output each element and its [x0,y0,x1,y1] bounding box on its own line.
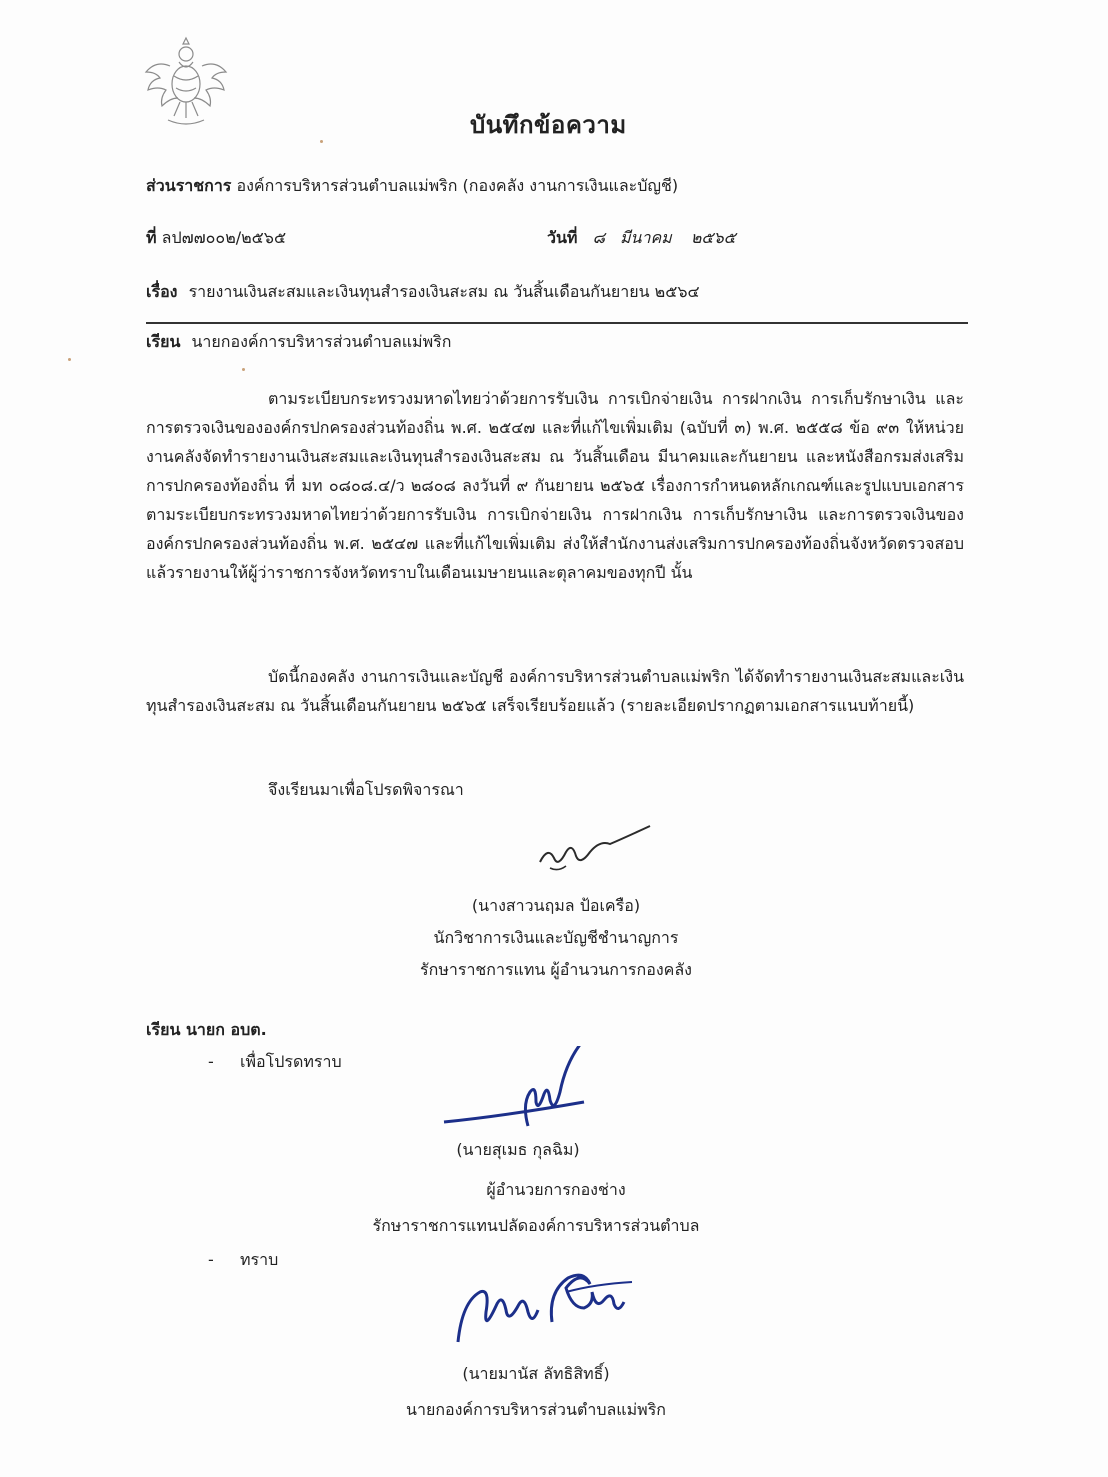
endorse-addressee: เรียน นายก อบต. [146,1020,267,1039]
date-day: ๘ [592,228,605,247]
signer-3-position: นายกองค์การบริหารส่วนตำบลแม่พริก [406,1400,666,1419]
signer-1-name: (นางสาวนฤมล ป้อเครือ) [471,896,641,915]
reference-label: ที่ [146,228,157,247]
reference-line [146,228,286,248]
date-year: ๒๕๖๕ [690,228,736,247]
endorse-bullet-1: - [208,1052,214,1071]
signature-1-icon [530,822,660,882]
agency-label: ส่วนราชการ [146,176,232,195]
garuda-emblem-icon [140,32,232,132]
date-line [547,228,736,248]
addressee-label: เรียน [146,332,181,351]
signer-3-name: (นายมานัส ลัทธิสิทธิ์) [462,1364,610,1383]
paragraph-1-text: ตามระเบียบกระทรวงมหาดไทยว่าด้วยการรับเงิน การเบิกจ่ายเงิน การฝากเงิน การเก็บรักษาเงิน และการตรวจเงินขององค์กรปกครองส่วนท้องถิ่น พ.ศ. ๒๕๔๗ และที่แก้ไขเพิ่มเติม (ฉบับที่ ๓) พ.ศ. ๒๕๕๘ ข้อ ๙๓ ให้หน่วยงานคลังจัดทำรายงานเงินสะสมและเงินทุนสำรองเงินสะสม ณ วันสิ้นเดือน มีนาคมและกันยายน และหนังสือกรมส่งเสริมการปกครองท้องถิ่น ที่ มท ๐๘๐๘.๔/ว ๒๘๐๘ ลงวันที่ ๙ กันยายน ๒๕๖๕ เรื่องการกำหนดหลักเกณฑ์และรูปแบบเอกสารตามระเบียบกระทรวงมหาดไทยว่าด้วยการรับเงิน การเบิกจ่ายเงิน การฝากเงิน การเก็บรักษาเงิน และการตรวจเงินขององค์กรปกครองส่วนท้องถิ่น พ.ศ. ๒๕๔๗ และที่แก้ไขเพิ่มเติม ส่งให้สำนักงานส่งเสริมการปกครองท้องถิ่นจังหวัดตรวจสอบแล้วรายงานให้ผู้ว่าราชการจังหวัดทราบในเดือนเมษายนและตุลาคมของทุกปี นั้น [146,389,965,582]
scan-speck [242,368,245,371]
signer-2-name: (นายสุเมธ กุลฉิม) [456,1140,580,1159]
reference-value: ลป๗๗๐๐๒/๒๕๖๕ [161,228,287,247]
memo-title: บันทึกข้อความ [470,111,627,139]
endorse-note-1: เพื่อโปรดทราบ [240,1052,342,1071]
date-month: มีนาคม [620,228,672,247]
scan-speck [320,140,323,143]
closing-line: จึงเรียนมาเพื่อโปรดพิจารณา [268,780,464,799]
subject-label: เรื่อง [146,282,178,301]
signature-2-icon [440,1046,590,1136]
body-paragraph-2 [146,662,964,720]
header-divider [146,322,968,324]
addressee-value: นายกองค์การบริหารส่วนตำบลแม่พริก [191,332,452,351]
paragraph-2-text: บัดนี้กองคลัง งานการเงินและบัญชี องค์การบริหารส่วนตำบลแม่พริก ได้จัดทำรายงานเงินสะสมและเงินทุนสำรองเงินสะสม ณ วันสิ้นเดือนกันยายน ๒๕๖๕ เสร็จเรียบร้อยแล้ว (รายละเอียดปรากฏตามเอกสารแนบท้ายนี้) [146,667,964,715]
signer-2-acting: รักษาราชการแทนปลัดองค์การบริหารส่วนตำบล [372,1216,700,1235]
signer-2-position: ผู้อำนวยการกองช่าง [486,1180,626,1199]
endorse-bullet-2: - [208,1250,214,1269]
signer-1-acting: รักษาราชการแทน ผู้อำนวนการกองคลัง [420,960,692,979]
addressee-line [146,332,451,352]
signer-1-position: นักวิชาการเงินและบัญชีชำนาญการ [433,928,679,947]
agency-line [146,176,678,196]
body-paragraph-1 [146,384,964,587]
agency-value: องค์การบริหารส่วนตำบลแม่พริก (กองคลัง งานการเงินและบัญชี) [236,176,679,195]
scan-speck [68,358,71,361]
subject-value: รายงานเงินสะสมและเงินทุนสำรองเงินสะสม ณ วันสิ้นเดือนกันยายน ๒๕๖๔ [188,282,700,301]
subject-line [146,282,700,302]
date-label: วันที่ [547,228,578,247]
endorse-note-2: ทราบ [240,1250,279,1269]
signature-3-icon [448,1262,638,1358]
